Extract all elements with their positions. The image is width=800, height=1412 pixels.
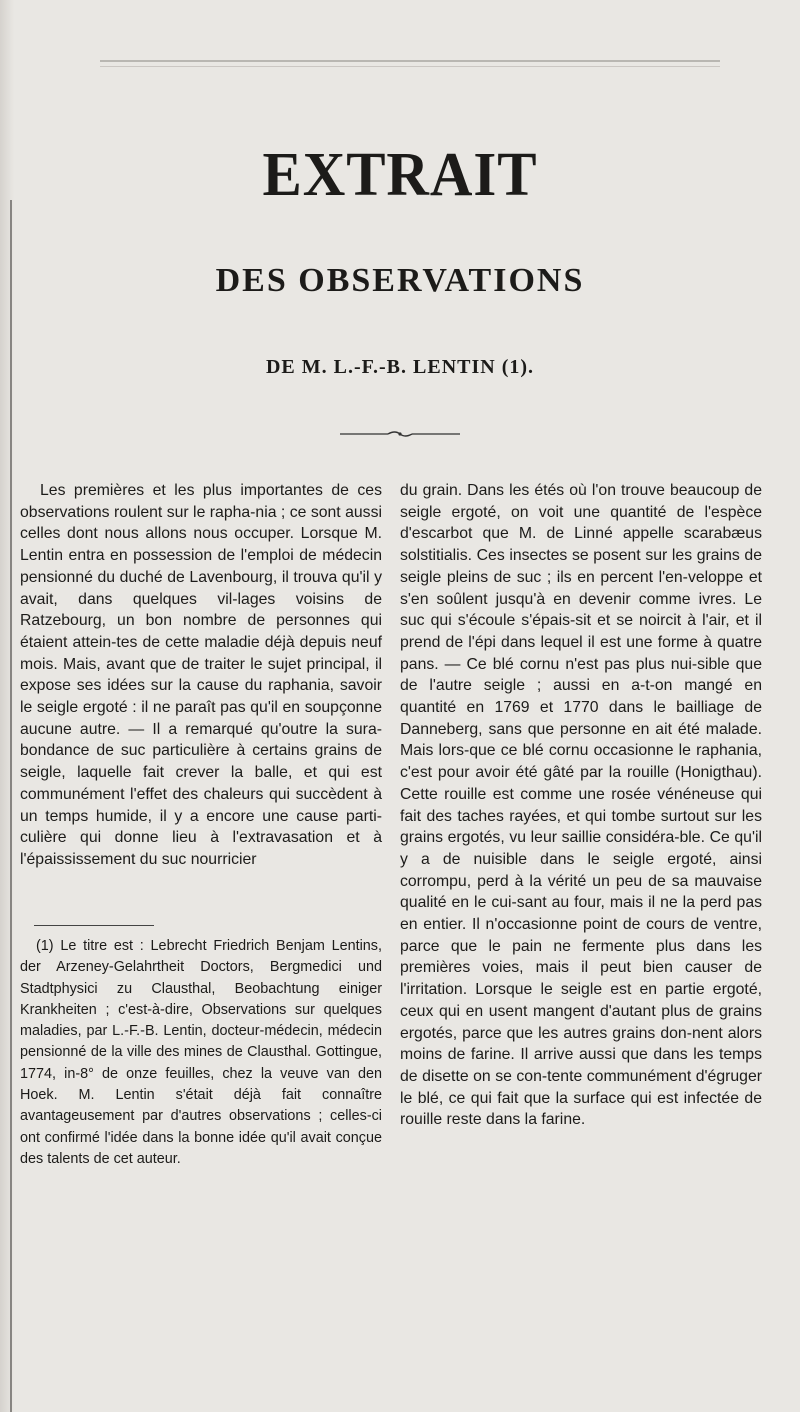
margin-rule xyxy=(10,200,12,1412)
left-column xyxy=(20,480,382,871)
right-column-text: du grain. Dans les étés où l'on trouve beaucoup de seigle ergoté, on voit une quantité de l'espèce d'escarbot que M. de Linné appelle scarabæus solstitialis. Ces insectes se posent sur les grains de seigle pleins de suc ; ils en percent l'en-veloppe et s'en soûlent jusqu'à en devenir comme ivres. Le suc qui s'écoule s'épais-sit et se noircit à l'air, et il prend de l'épi dans lequel il est une forme à quatre pans. — Ce blé cornu n'est pas plus nui-sible que de l'autre seigle ; aussi en a-t-on mangé en quantité en 1769 et 1770 dans le bailliage de Danneberg, sans que personne en ait été malade. Mais lors-que ce blé cornu occasionne le raphania, c'est pour avoir été gâté par la rouille (Honigthau). Cette rouille est comme une rosée vénéneuse qui fait des taches rayées, et qui tombe surtout sur les grains ergotés, vu leur saillie considéra-ble. Ce qu'il y a de nuisible dans le seigle ergoté, ainsi corrompu, perd à la vérité un peu de sa mauvaise qualité en le cui-sant au four, mais il ne la perd pas en entier. Il n'occasionne point de cours de ventre, parce que le pain ne fermente plus dans les premières voies, mais il peut bien causer de l'irritation. Lorsque le seigle est en partie ergoté, ceux qui en usent mangent d'autant plus de grains ergotés, parce que les autres grains don-nent alors moins de farine. Il arrive aussi que dans les temps de disette on se con-tente communément d'égruger le blé, ce qui fait que la surface qui est infectée de rouille reste dans la farine. xyxy=(400,482,762,1129)
author-byline: DE M. L.-F.-B. LENTIN (1). xyxy=(265,356,535,378)
ornament-divider-icon xyxy=(340,430,460,438)
top-rule-thin xyxy=(100,66,720,67)
footnote-rule xyxy=(34,925,154,926)
footnote xyxy=(20,936,382,1170)
left-column-text: Les premières et les plus importantes de ces observations roulent sur le rapha-nia ; ce sont aussi celles dont nous allons nous occuper. Lorsque M. Lentin entra en possession de l'emploi de médecin pensionné du duché de Lavenbourg, il trouva qu'il y avait, dans quelques vil-lages voisins de Ratzebourg, un bon nombre de personnes qui étaient attein-tes de cette maladie déjà depuis neuf mois. Mais, avant que de traiter le sujet principal, il expose ses idées sur la cause du raphania, savoir le seigle ergoté : il ne paraît pas qu'il en soupçonne aucune autre. — Il a remarqué qu'outre la sura-bondance de suc particulière à certains grains de seigle, laquelle fait crever la balle, et qui est communément l'effet des chaleurs qui succèdent à un temps humide, il y a encore une cause parti-culière qui donne lieu à l'extravasation et à l'épaississement du suc nourricier xyxy=(20,482,382,868)
top-rule xyxy=(100,60,720,62)
document-subtitle: DES OBSERVATIONS xyxy=(215,262,585,299)
footnote-text: (1) Le titre est : Lebrecht Friedrich Benjam Lentins, der Arzeney-Gelahrtheit Doctors, Bergmedici und Stadtphysici zu Clausthal, Beobachtung einiger Krankheiten ; c'est-à-dire, Observations sur quelques maladies, par L.-F.-B. Lentin, docteur-médecin, médecin pensionné de la ville des mines de Clausthal. Gottingue, 1774, in-8° de onze feuilles, chez la veuve van den Hoek. M. Lentin s'était déjà fait connaître avantageusement par d'autres observations ; celles-ci ont confirmé l'idée dans la bonne idée qu'il avait conçue des talents de cet auteur. xyxy=(20,938,382,1167)
document-title: EXTRAIT xyxy=(262,141,538,209)
right-column xyxy=(400,480,762,1131)
